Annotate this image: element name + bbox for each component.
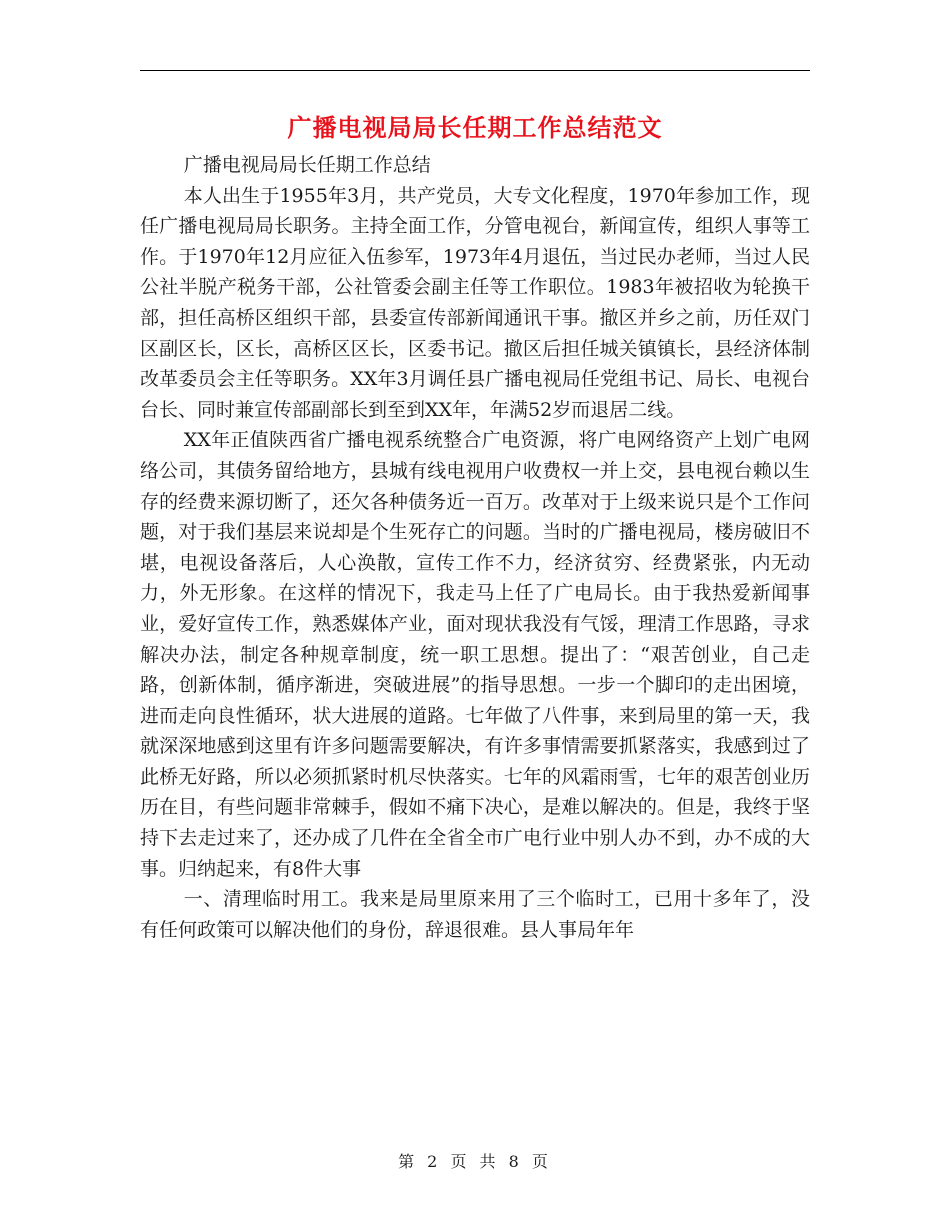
paragraph-2: XX年正值陕西省广播电视系统整合广电资源，将广电网络资产上划广电网络公司，其债务留给地方，县城有线电视用户收费权一并上交，县电视台赖以生存的经费来源切断了，还欠各种债务近一百万。改革对于上级来说只是个工作问题，对于我们基层来说却是个生死存亡的问题。当时的广播电视局，楼房破旧不堪，电视设备落后，人心涣散，宣传工作不力，经济贫穷、经费紧张，内无动力，外无形象。在这样的情况下，我走马上任了广电局长。由于我热爱新闻事业，爱好宣传工作，熟悉媒体产业，面对现状我没有气馁，理清工作思路，寻求解决办法，制定各种规章制度，统一职工思想。提出了：“艰苦创业，自己走路，创新体制，循序渐进，突破进展”的指导思想。一步一个脚印的走出困境，进而走向良性循环，状大进展的道路。七年做了八件事，来到局里的第一天，我就深深地感到这里有许多问题需要解决，有许多事情需要抓紧落实，我感到过了此桥无好路，所以必须抓紧时机尽快落实。七年的风霜雨雪，七年的艰苦创业历历在目，有些问题非常棘手，假如不痛下决心，是难以解决的。但是，我终于坚持下去走过来了，还办成了几件在全省全市广电行业中别人办不到，办不成的大事。归纳起来，有8件大事 bbox=[140, 429, 810, 880]
header-rule bbox=[140, 70, 810, 71]
document-subtitle: 广播电视局局长任期工作总结 bbox=[183, 154, 431, 176]
page-number: 第 2 页 共 8 页 bbox=[398, 1152, 552, 1171]
paragraph-1: 本人出生于1955年3月，共产党员，大专文化程度，1970年参加工作，现任广播电视局局长职务。主持全面工作，分管电视台，新闻宣传，组织人事等工作。于1970年12月应征入伍参军，1973年4月退伍，当过民办老师，当过人民公社半脱产税务干部，公社管委会副主任等工作职位。1983年被招收为轮换干部，担任高桥区组织干部，县委宣传部新闻通讯干事。撤区并乡之前，历任双门区副区长，区长，高桥区区长，区委书记。撤区后担任城关镇镇长，县经济体制改革委员会主任等职务。XX年3月调任县广播电视局任党组书记、局长、电视台台长、同时兼宣传部副部长到至到XX年，年满52岁而退居二线。 bbox=[140, 184, 810, 421]
document-body bbox=[140, 150, 810, 945]
paragraph-3: 一、清理临时用工。我来是局里原来用了三个临时工，已用十多年了，没有任何政策可以解决他们的身份，辞退很难。县人事局年年 bbox=[140, 888, 810, 941]
document-title: 广播电视局局长任期工作总结范文 bbox=[287, 113, 663, 142]
